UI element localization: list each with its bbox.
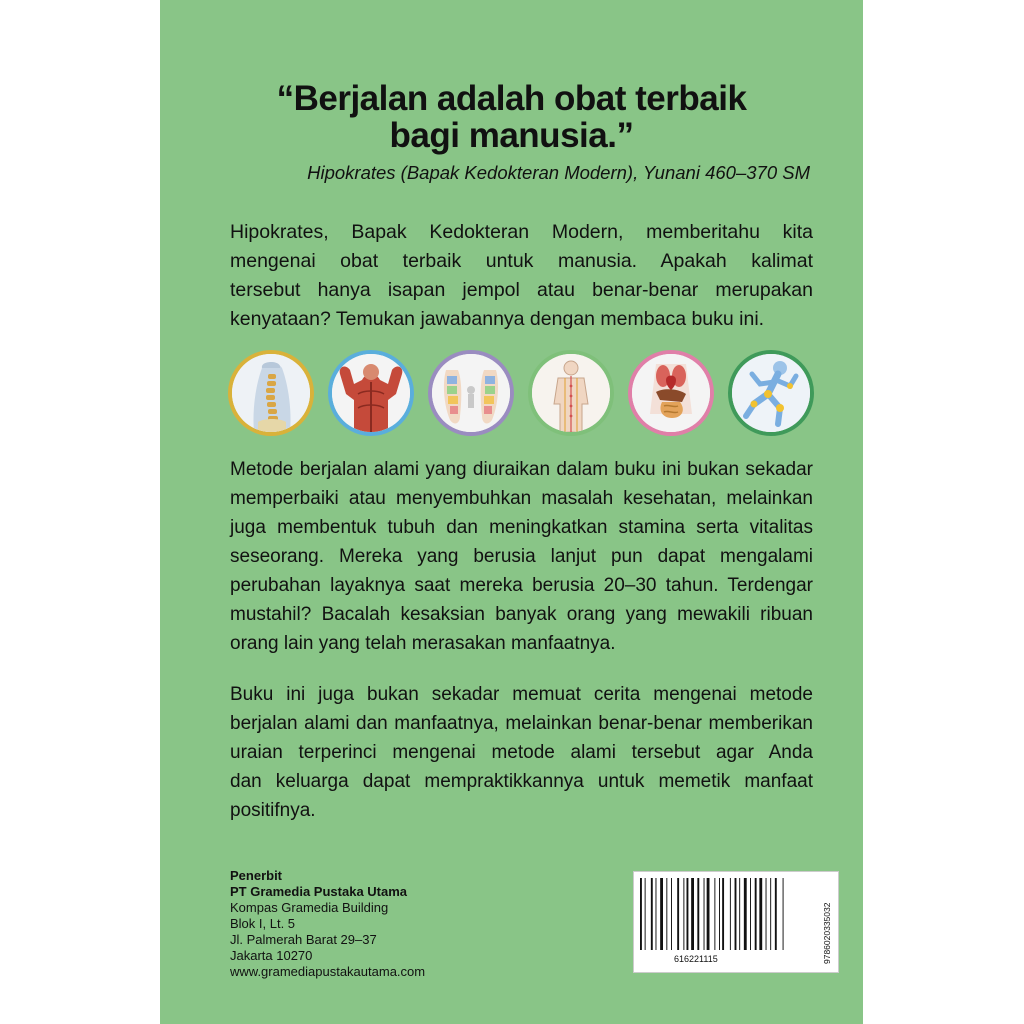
barcode-bar — [687, 878, 689, 950]
foot-reflexology-icon — [428, 350, 514, 436]
barcode-bar — [691, 878, 694, 950]
text-line: juga membentuk tubuh dan meningkatkan stamina serta vitalitas — [230, 517, 813, 538]
text-line: Hipokrates, Bapak Kedokteran Modern, memberitahu kita — [230, 221, 813, 243]
back-cover — [160, 0, 863, 1024]
barcode-bar — [640, 878, 642, 950]
barcode-bars — [640, 878, 816, 950]
barcode-bar — [714, 878, 715, 950]
isbn-number: 9786020335032 — [822, 902, 832, 964]
acupuncture-meridian-icon — [528, 350, 614, 436]
isbn-vertical — [820, 880, 834, 966]
barcode-bar — [660, 878, 663, 950]
text-line: seseorang. Mereka yang berusia lanjut pun dapat mengalami — [230, 546, 813, 567]
barcode-bar — [683, 878, 684, 950]
barcode-bar — [775, 878, 777, 950]
text-line: Metode berjalan alami yang diuraikan dalam buku ini bukan sekadar — [230, 459, 813, 480]
description-paragraph — [230, 455, 813, 658]
barcode-bar — [759, 878, 762, 950]
barcode-bar — [770, 878, 771, 950]
barcode-bar — [730, 878, 731, 950]
quote-attribution: Hipokrates (Bapak Kedokteran Modern), Yunani 460–370 SM — [307, 162, 810, 183]
publisher-address-line: Jakarta 10270 — [230, 948, 313, 963]
barcode-bar — [707, 878, 710, 950]
barcode-bar — [750, 878, 751, 950]
text-line: positifnya. — [230, 800, 316, 821]
intro-paragraph — [230, 218, 813, 334]
barcode-bar — [722, 878, 724, 950]
publisher-name: PT Gramedia Pustaka Utama — [230, 884, 408, 899]
barcode-bar — [735, 878, 737, 950]
publisher-address-line: Blok I, Lt. 5 — [230, 916, 296, 931]
muscular-back-icon — [328, 350, 414, 436]
text-line: berjalan alami dan manfaatnya, melainkan benar-benar memberikan — [230, 713, 813, 734]
barcode-bar — [697, 878, 699, 950]
barcode-bar — [766, 878, 767, 950]
text-line: kenyataan? Temukan jawabannya dengan membaca buku ini. — [230, 308, 765, 330]
closing-paragraph — [230, 680, 813, 825]
text-line: perubahan layaknya saat mereka berusia 20–30 tahun. Terdengar — [230, 575, 813, 596]
barcode-bar — [755, 878, 757, 950]
barcode-bar — [666, 878, 667, 950]
barcode-bar — [704, 878, 705, 950]
barcode — [633, 871, 839, 973]
internal-organs-icon — [628, 350, 714, 436]
barcode-bar — [645, 878, 646, 950]
barcode-bar — [783, 878, 784, 950]
barcode-bar — [677, 878, 679, 950]
illustration-row — [228, 350, 818, 434]
running-skeleton-icon — [728, 350, 814, 436]
text-line: orang lain yang telah merasakan manfaatnya. — [230, 633, 616, 654]
publisher-info — [230, 868, 425, 980]
barcode-bar — [739, 878, 740, 950]
text-line: dan keluarga dapat mempraktikkannya untuk memetik manfaat — [230, 771, 813, 792]
text-line: mustahil? Bacalah kesaksian banyak orang yang mewakili ribuan — [230, 604, 813, 625]
barcode-bar — [671, 878, 672, 950]
publisher-label: Penerbit — [230, 868, 283, 883]
spine-icon — [228, 350, 314, 436]
text-line: uraian terperinci mengenai metode alami tersebut agar Anda — [230, 742, 813, 763]
quote-line-1: “Berjalan adalah obat terbaik — [276, 79, 747, 118]
barcode-bar — [744, 878, 747, 950]
publisher-website: www.gramediapustakautama.com — [230, 964, 426, 979]
barcode-bar — [656, 878, 657, 950]
text-line: tersebut hanya isapan jempol atau benar-benar merupakan — [230, 279, 813, 301]
text-line: memperbaiki atau menyembuhkan masalah kesehatan, melainkan — [230, 488, 813, 509]
publisher-address-line: Jl. Palmerah Barat 29–37 — [230, 932, 377, 947]
quote-line-2: bagi manusia.” — [389, 116, 634, 155]
barcode-number: 616221115 — [674, 954, 718, 964]
barcode-bar — [719, 878, 720, 950]
text-line: Buku ini juga bukan sekadar memuat cerita mengenai metode — [230, 684, 813, 705]
text-line: mengenai obat terbaik untuk manusia. Apakah kalimat — [230, 250, 813, 272]
barcode-bar — [651, 878, 653, 950]
publisher-address-line: Kompas Gramedia Building — [230, 900, 389, 915]
